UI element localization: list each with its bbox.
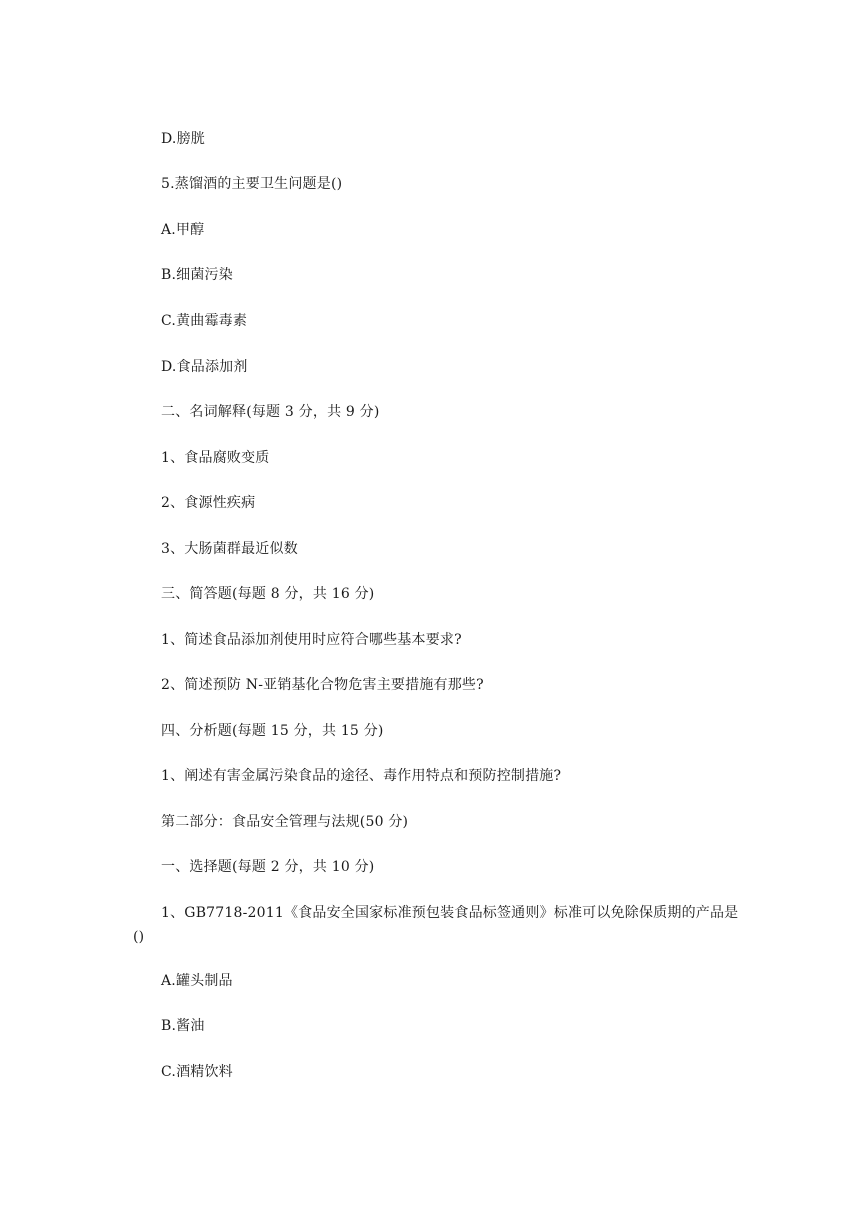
analysis-1: 1、阐述有害金属污染食品的途径、毒作用特点和预防控制措施? xyxy=(161,768,562,784)
short-answer-1: 1、简述食品添加剂使用时应符合哪些基本要求? xyxy=(161,632,462,648)
option-a-methanol: A.甲醇 xyxy=(161,222,205,238)
option-d-additives: D.食品添加剂 xyxy=(161,359,248,375)
term-1: 1、食品腐败变质 xyxy=(161,450,270,466)
section-heading-choice: 一、选择题(每题 2 分，共 10 分) xyxy=(161,859,375,875)
short-answer-2: 2、简述预防 N-亚销基化合物危害主要措施有那些? xyxy=(161,677,484,693)
option-b-bacteria: B.细菌污染 xyxy=(161,267,233,283)
option-c-alcohol: C.酒精饮料 xyxy=(161,1064,233,1080)
section-heading-analysis: 四、分析题(每题 15 分，共 15 分) xyxy=(161,723,384,739)
question-5: 5.蒸馏酒的主要卫生问题是() xyxy=(161,176,343,192)
option-b-soy-sauce: B.酱油 xyxy=(161,1018,205,1034)
choice-question-1: 1、GB7718-2011《食品安全国家标准预包装食品标签通则》标准可以免除保质期的产品是() xyxy=(133,905,739,945)
option-d-bladder: D.膀胱 xyxy=(161,131,205,147)
section-heading-terms: 二、名词解释(每题 3 分，共 9 分) xyxy=(161,404,380,420)
option-c-aflatoxin: C.黄曲霉毒素 xyxy=(161,313,248,329)
part-two-heading: 第二部分：食品安全管理与法规(50 分) xyxy=(161,814,409,830)
term-3: 3、大肠菌群最近似数 xyxy=(161,541,298,557)
section-heading-short-answer: 三、简答题(每题 8 分，共 16 分) xyxy=(161,586,375,602)
option-a-canned: A.罐头制品 xyxy=(161,973,233,989)
term-2: 2、食源性疾病 xyxy=(161,495,256,511)
